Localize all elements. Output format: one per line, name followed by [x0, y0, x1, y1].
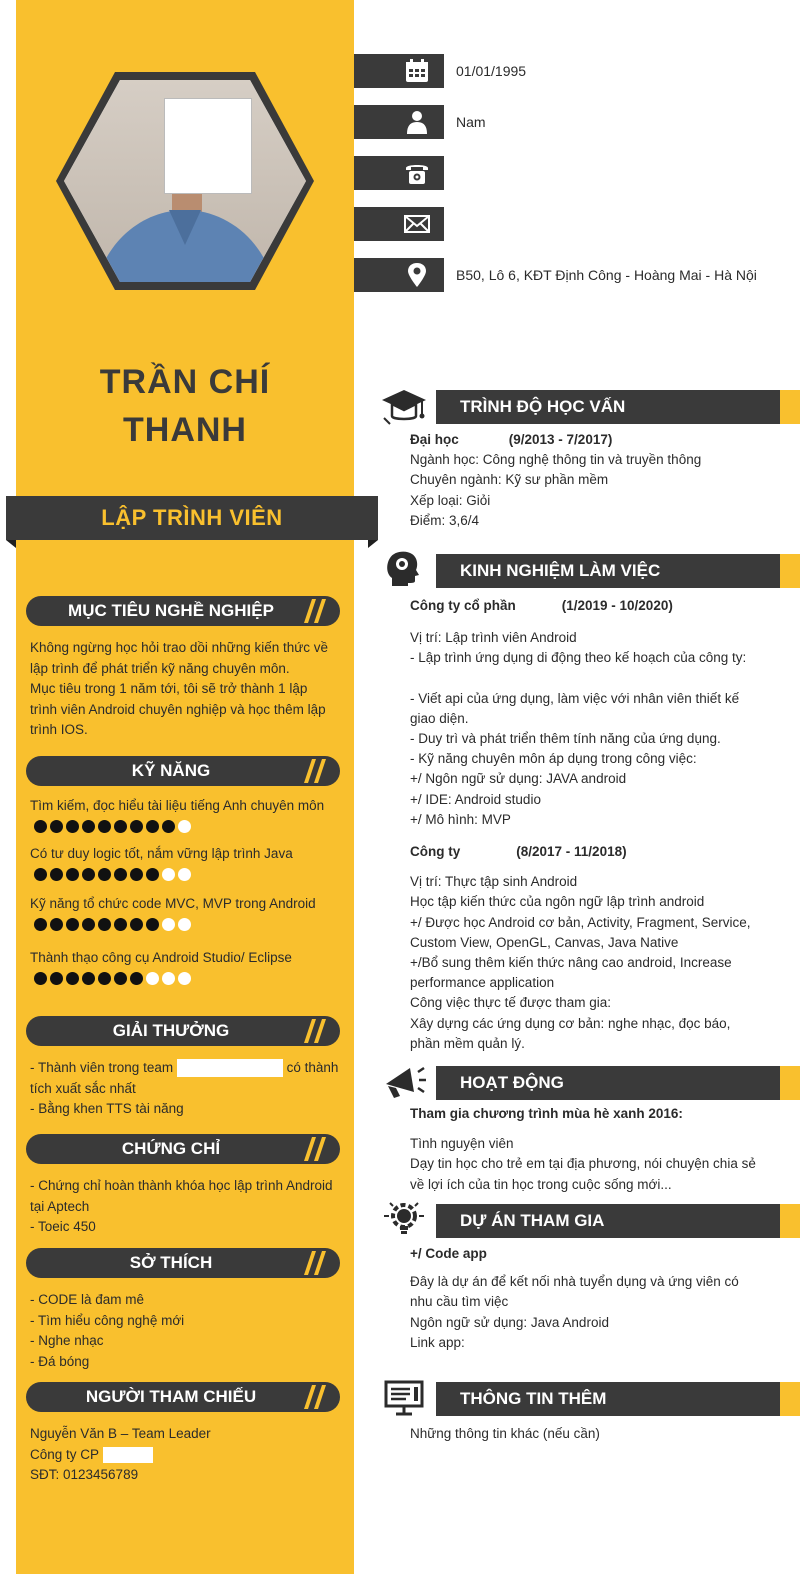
project-line: Ngôn ngữ sử dụng: Java Android: [410, 1314, 609, 1330]
head-gear-icon: [380, 548, 428, 588]
reference-line: SĐT: 0123456789: [30, 1467, 139, 1482]
job-line: +/ Ngôn ngữ sử dụng: JAVA android: [410, 771, 627, 787]
references-heading: [26, 1382, 340, 1412]
rating-dot-filled: [130, 868, 143, 881]
profile-photo: [54, 70, 316, 292]
address-value: B50, Lô 6, KĐT Định Công - Hoàng Mai - Hà Nội: [456, 267, 757, 283]
name-line-1: TRẦN CHÍ: [99, 363, 271, 401]
calendar-icon: [404, 58, 430, 84]
rating-dot-filled: [146, 820, 159, 833]
stripes-icon: [304, 759, 326, 783]
projects-text: [410, 1244, 790, 1353]
objective-heading: [26, 596, 340, 626]
rating-dot-filled: [130, 972, 143, 985]
job-line: Vị trí: Thực tập sinh Android: [410, 874, 578, 890]
rating-dot-filled: [66, 972, 79, 985]
activities-heading-label: HOẠT ĐỘNG: [460, 1073, 564, 1092]
skill-rating: [34, 868, 191, 882]
skills-heading: [26, 756, 340, 786]
objective-line: lập trình để phát triển kỹ năng chuyên môn.: [30, 660, 290, 676]
redacted-face: [164, 98, 252, 194]
job-line: +/ Được học Android cơ bản, Activity, Fragment, Service,: [410, 914, 751, 930]
rating-dot-filled: [34, 868, 47, 881]
company-name: Công ty cổ phần: [410, 598, 516, 613]
objective-line: trình IOS.: [30, 722, 88, 737]
rating-dot-empty: [162, 972, 175, 985]
contact-birthday: [354, 54, 800, 88]
education-line: Ngành học: Công nghệ thông tin và truyền thông: [410, 452, 702, 468]
hobbies-text: [30, 1290, 348, 1372]
gender-value: Nam: [456, 114, 486, 130]
skill-rating: [34, 918, 191, 932]
mail-icon: [404, 211, 430, 237]
contact-icon-box: [354, 258, 444, 292]
award-line-part: có thành: [286, 1060, 339, 1075]
projects-heading-label: DỰ ÁN THAM GIA: [460, 1211, 605, 1230]
rating-dot-filled: [114, 820, 127, 833]
certificate-line: - Chứng chỉ hoàn thành khóa học lập trình Android: [30, 1178, 333, 1193]
job-title-band: [6, 496, 378, 540]
activities-text: [410, 1104, 790, 1195]
objective-text: [30, 638, 348, 741]
contact-gender: [354, 105, 800, 139]
company-name: Công ty: [410, 844, 461, 859]
hobbies-heading: [26, 1248, 340, 1278]
lightbulb-gear-icon: [380, 1198, 428, 1238]
rating-dot-filled: [130, 820, 143, 833]
project-line: nhu cầu tìm việc: [410, 1294, 509, 1310]
job-line: +/Bổ sung thêm kiến thức nâng cao android, Increase: [410, 955, 732, 971]
education-period: (9/2013 - 7/2017): [508, 432, 613, 447]
education-line: Chuyên ngành: Kỹ sư phần mềm: [410, 472, 609, 488]
experience-heading-label: KINH NGHIỆM LÀM VIỆC: [460, 561, 661, 580]
rating-dot-filled: [98, 820, 111, 833]
rating-dot-filled: [114, 918, 127, 931]
rating-dot-empty: [178, 820, 191, 833]
education-heading-label: TRÌNH ĐỘ HỌC VẤN: [460, 397, 626, 416]
school-name: Đại học: [410, 432, 459, 447]
projects-heading-accent: [780, 1204, 800, 1238]
references-text: [30, 1424, 348, 1486]
activity-line: Tình nguyện viên: [410, 1136, 514, 1152]
rating-dot-filled: [82, 918, 95, 931]
award-line-part: - Thành viên trong team: [30, 1060, 174, 1075]
rating-dot-filled: [66, 820, 79, 833]
reference-company: Công ty CP: [30, 1446, 99, 1462]
education-heading: [436, 390, 780, 424]
experience-job-1: [410, 596, 790, 830]
job-line: +/ IDE: Android studio: [410, 791, 541, 807]
phone-icon: [404, 160, 430, 186]
project-title: +/ Code app: [410, 1246, 487, 1261]
left-sidebar: [16, 0, 354, 1574]
rating-dot-filled: [146, 918, 159, 931]
rating-dot-filled: [114, 868, 127, 881]
job-title-row: [410, 596, 790, 616]
rating-dot-empty: [178, 972, 191, 985]
award-line: tích xuất sắc nhất: [30, 1080, 136, 1096]
more-info-heading-label: THÔNG TIN THÊM: [460, 1389, 607, 1408]
skill-label: Kỹ năng tổ chức code MVC, MVP trong Android: [30, 896, 316, 911]
more-info-text: Những thông tin khác (nếu cần): [410, 1426, 600, 1441]
awards-heading-label: GIẢI THƯỞNG: [112, 1021, 230, 1040]
candidate-name: [16, 358, 354, 454]
job-line: phần mềm quản lý.: [410, 1035, 525, 1051]
education-line: Xếp loại: Giỏi: [410, 492, 491, 508]
hobby-line: - CODE là đam mê: [30, 1292, 145, 1307]
rating-dot-filled: [98, 972, 111, 985]
job-line: - Viết api của ứng dụng, làm việc với nhân viên thiết kế: [410, 690, 740, 706]
activities-heading: [436, 1066, 780, 1100]
awards-text: [30, 1058, 348, 1120]
redacted-company-name: [103, 1447, 153, 1463]
skill-label: Thành thạo công cụ Android Studio/ Eclipse: [30, 950, 292, 965]
certificate-line: tại Aptech: [30, 1198, 90, 1214]
references-heading-label: NGƯỜI THAM CHIẾU: [85, 1387, 257, 1406]
megaphone-icon: [380, 1062, 428, 1102]
contact-icon-box: [354, 54, 444, 88]
rating-dot-filled: [66, 918, 79, 931]
rating-dot-empty: [146, 972, 159, 985]
graduation-cap-icon: [380, 386, 428, 426]
contact-icon-box: [354, 105, 444, 139]
rating-dot-filled: [34, 820, 47, 833]
job-line: - Duy trì và phát triển thêm tính năng của ứng dụng.: [410, 731, 721, 747]
stripes-icon: [304, 1251, 326, 1275]
activities-heading-accent: [780, 1066, 800, 1100]
objective-heading-label: MỤC TIÊU NGHỀ NGHIỆP: [68, 601, 274, 620]
hobby-line: - Nghe nhạc: [30, 1333, 104, 1348]
stripes-icon: [304, 599, 326, 623]
job-line: [410, 669, 790, 689]
certificates-heading-label: CHỨNG CHỈ: [121, 1139, 221, 1158]
experience-heading: [436, 554, 780, 588]
job-line: Xây dựng các ứng dụng cơ bản: nghe nhạc, đọc báo,: [410, 1015, 731, 1031]
job-line: Học tập kiến thức của ngôn ngữ lập trình android: [410, 894, 705, 910]
rating-dot-filled: [34, 972, 47, 985]
stripes-icon: [304, 1137, 326, 1161]
name-line-2: THANH: [123, 411, 247, 449]
skills-heading-label: KỸ NĂNG: [131, 761, 211, 780]
rating-dot-filled: [34, 918, 47, 931]
objective-line: Không ngừng học hỏi trao dồi những kiến thức về: [30, 640, 329, 655]
more-info-heading: [436, 1382, 780, 1416]
education-heading-accent: [780, 390, 800, 424]
rating-dot-filled: [130, 918, 143, 931]
award-line: [30, 1058, 348, 1079]
job-line: Công việc thực tế được tham gia:: [410, 995, 612, 1011]
rating-dot-filled: [98, 868, 111, 881]
rating-dot-filled: [114, 972, 127, 985]
job-period: (8/2017 - 11/2018): [516, 844, 627, 859]
projects-heading: [436, 1204, 780, 1238]
objective-line: Mục tiêu trong 1 năm tới, tôi sẽ trở thành 1 lập: [30, 681, 308, 696]
job-line: Custom View, OpenGL, Canvas, Java Native: [410, 934, 679, 950]
job-title-row: [410, 842, 790, 862]
contact-icon-box: [354, 207, 444, 241]
presentation-board-icon: [380, 1378, 428, 1418]
job-line: Vị trí: Lập trình viên Android: [410, 630, 577, 646]
rating-dot-filled: [162, 820, 175, 833]
reference-line: Nguyễn Văn B – Team Leader: [30, 1426, 211, 1441]
certificates-heading: [26, 1134, 340, 1164]
rating-dot-filled: [98, 918, 111, 931]
hobby-line: - Tìm hiểu công nghệ mới: [30, 1312, 185, 1328]
activity-title: Tham gia chương trình mùa hè xanh 2016:: [410, 1106, 683, 1121]
location-pin-icon: [404, 262, 430, 288]
awards-heading: [26, 1016, 340, 1046]
hobbies-heading-label: SỞ THÍCH: [129, 1253, 213, 1272]
contact-icon-box: [354, 156, 444, 190]
skill-label: Có tư duy logic tốt, nắm vững lập trình Java: [30, 846, 293, 861]
education-text: [410, 430, 790, 531]
rating-dot-empty: [162, 868, 175, 881]
experience-heading-accent: [780, 554, 800, 588]
stripes-icon: [304, 1019, 326, 1043]
job-period: (1/2019 - 10/2020): [561, 598, 673, 613]
rating-dot-filled: [50, 918, 63, 931]
objective-line: trình viên Android chuyên nghiệp và học thêm lập: [30, 701, 326, 717]
rating-dot-filled: [50, 868, 63, 881]
rating-dot-filled: [50, 972, 63, 985]
activity-line: về lợi ích của tin học trong cuộc sống mới...: [410, 1176, 672, 1192]
rating-dot-filled: [66, 868, 79, 881]
rating-dot-filled: [82, 972, 95, 985]
rating-dot-filled: [146, 868, 159, 881]
job-line: giao diện.: [410, 710, 469, 726]
job-line: - Kỹ năng chuyên môn áp dụng trong công việc:: [410, 751, 697, 767]
project-line: Đây là dự án để kết nối nhà tuyển dụng và ứng viên có: [410, 1274, 739, 1290]
contact-address: [354, 258, 800, 292]
rating-dot-filled: [50, 820, 63, 833]
award-line: - Bằng khen TTS tài năng: [30, 1101, 184, 1116]
rating-dot-filled: [82, 820, 95, 833]
job-line: performance application: [410, 975, 555, 991]
job-line: - Lập trình ứng dụng di động theo kế hoạch của công ty:: [410, 650, 747, 666]
contact-phone: [354, 156, 800, 190]
stripes-icon: [304, 1385, 326, 1409]
redacted-team-name: [177, 1059, 283, 1077]
rating-dot-empty: [162, 918, 175, 931]
more-info-heading-accent: [780, 1382, 800, 1416]
project-line: Link app:: [410, 1334, 465, 1350]
birthday-value: 01/01/1995: [456, 63, 527, 79]
certificate-line: - Toeic 450: [30, 1219, 96, 1234]
reference-line: [30, 1445, 348, 1466]
skill-label: Tìm kiếm, đọc hiểu tài liệu tiếng Anh chuyên môn: [30, 798, 325, 813]
rating-dot-filled: [82, 868, 95, 881]
skill-rating: [34, 820, 191, 834]
contact-email: [354, 207, 800, 241]
job-line: +/ Mô hình: MVP: [410, 811, 511, 827]
hobby-line: - Đá bóng: [30, 1353, 90, 1369]
person-icon: [404, 109, 430, 135]
skill-rating: [34, 972, 191, 986]
job-title: LẬP TRÌNH VIÊN: [101, 505, 283, 530]
activity-line: Dạy tin học cho trẻ em tại địa phương, nói chuyện chia sẻ: [410, 1156, 756, 1172]
experience-job-2: [410, 842, 790, 1054]
rating-dot-empty: [178, 868, 191, 881]
rating-dot-empty: [178, 918, 191, 931]
certificates-text: [30, 1176, 348, 1238]
education-line: Điểm: 3,6/4: [410, 512, 480, 528]
education-title-row: [410, 430, 790, 450]
